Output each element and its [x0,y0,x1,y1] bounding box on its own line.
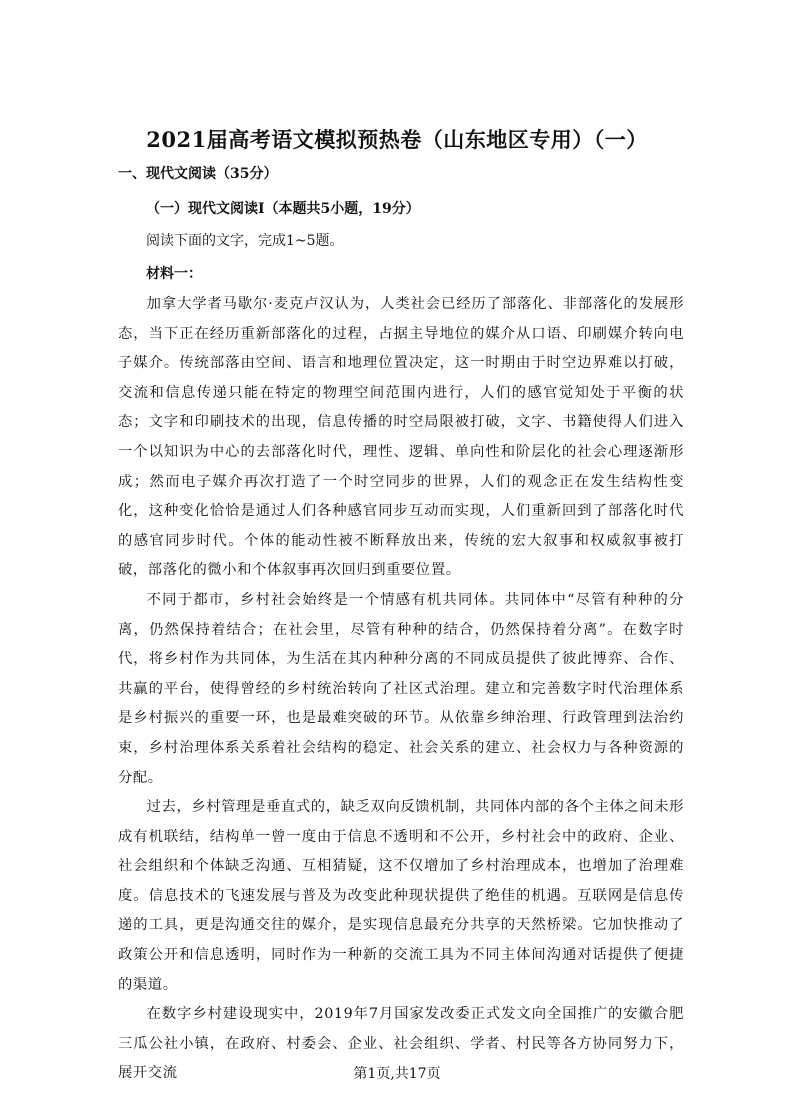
page-number: 第1页,共17页 [353,1066,441,1082]
document-title: 2021届高考语文模拟预热卷（山东地区专用）（一） [146,127,648,152]
material-label: 材料一： [146,266,202,282]
section-heading: 一、现代文阅读（35分） [118,166,278,182]
reading-instruction: 阅读下面的文字，完成1~5题。 [146,233,344,249]
paragraph: 不同于都市，乡村社会始终是一个情感有机共同体。共同体中“尽管有种种的分离，仍然保持着结合；在社会里，尽管有种种的结合，仍然保持着分离”。在数字时代，将乡村作为共同体，为生活在其内种种分离的不同成员提供了彼此博弈、合作、共赢的平台，使得曾经的乡村统治转向了社区式治理。建立和完善数字时代治理体系是乡村振兴的重要一环，也是最难突破的环节。从依靠乡绅治理、行政管理到法治约束，乡村治理体系关系着社会结构的稳定、社会关系的建立、社会权力与各种资源的分配。 [118,591,684,786]
paragraph: 过去，乡村管理是垂直式的，缺乏双向反馈机制，共同体内部的各个主体之间未形成有机联结，结构单一曾一度由于信息不透明和不公开，乡村社会中的政府、企业、社会组织和个体缺乏沟通、互相猜疑，这不仅增加了乡村治理成本，也增加了治理难度。信息技术的飞速发展与普及为改变此种现状提供了绝佳的机遇。互联网是信息传递的工具，更是沟通交往的媒介，是实现信息最充分共享的天然桥梁。它加快推动了政策公开和信息透明，同时作为一种新的交流工具为不同主体间沟通对话提供了便捷的渠道。 [118,799,684,993]
article-body [118,290,684,1089]
paragraph: 加拿大学者马歇尔·麦克卢汉认为，人类社会已经历了部落化、非部落化的发展形态，当下正在经历重新部落化的过程，占据主导地位的媒介从口语、印刷媒介转向电子媒介。传统部落由空间、语言和地理位置决定，这一时期由于时空边界难以打破，交流和信息传递只能在特定的物理空间范围内进行，人们的感官觉知处于平衡的状态；文字和印刷技术的出现，信息传播的时空局限被打破，文字、书籍使得人们进入一个以知识为中心的去部落化时代，理性、逻辑、单向性和阶层化的社会心理逐渐形成；然而电子媒介再次打造了一个时空同步的世界，人们的观念正在发生结构性变化，这种变化恰恰是通过人们各种感官同步互动而实现，人们重新回到了部落化时代的感官同步时代。个体的能动性被不断释放出来，传统的宏大叙事和权威叙事被打破，部落化的微小和个体叙事再次回归到重要位置。 [118,296,684,579]
paragraph: 在数字乡村建设现实中，2019年7月国家发改委正式发文向全国推广的安徽合肥三瓜公社小镇，在政府、村委会、企业、社会组织、学者、村民等各方协同努力下，展开交流 [118,1006,684,1082]
sub-heading: （一）现代文阅读Ⅰ（本题共5小题，19分） [146,201,420,217]
